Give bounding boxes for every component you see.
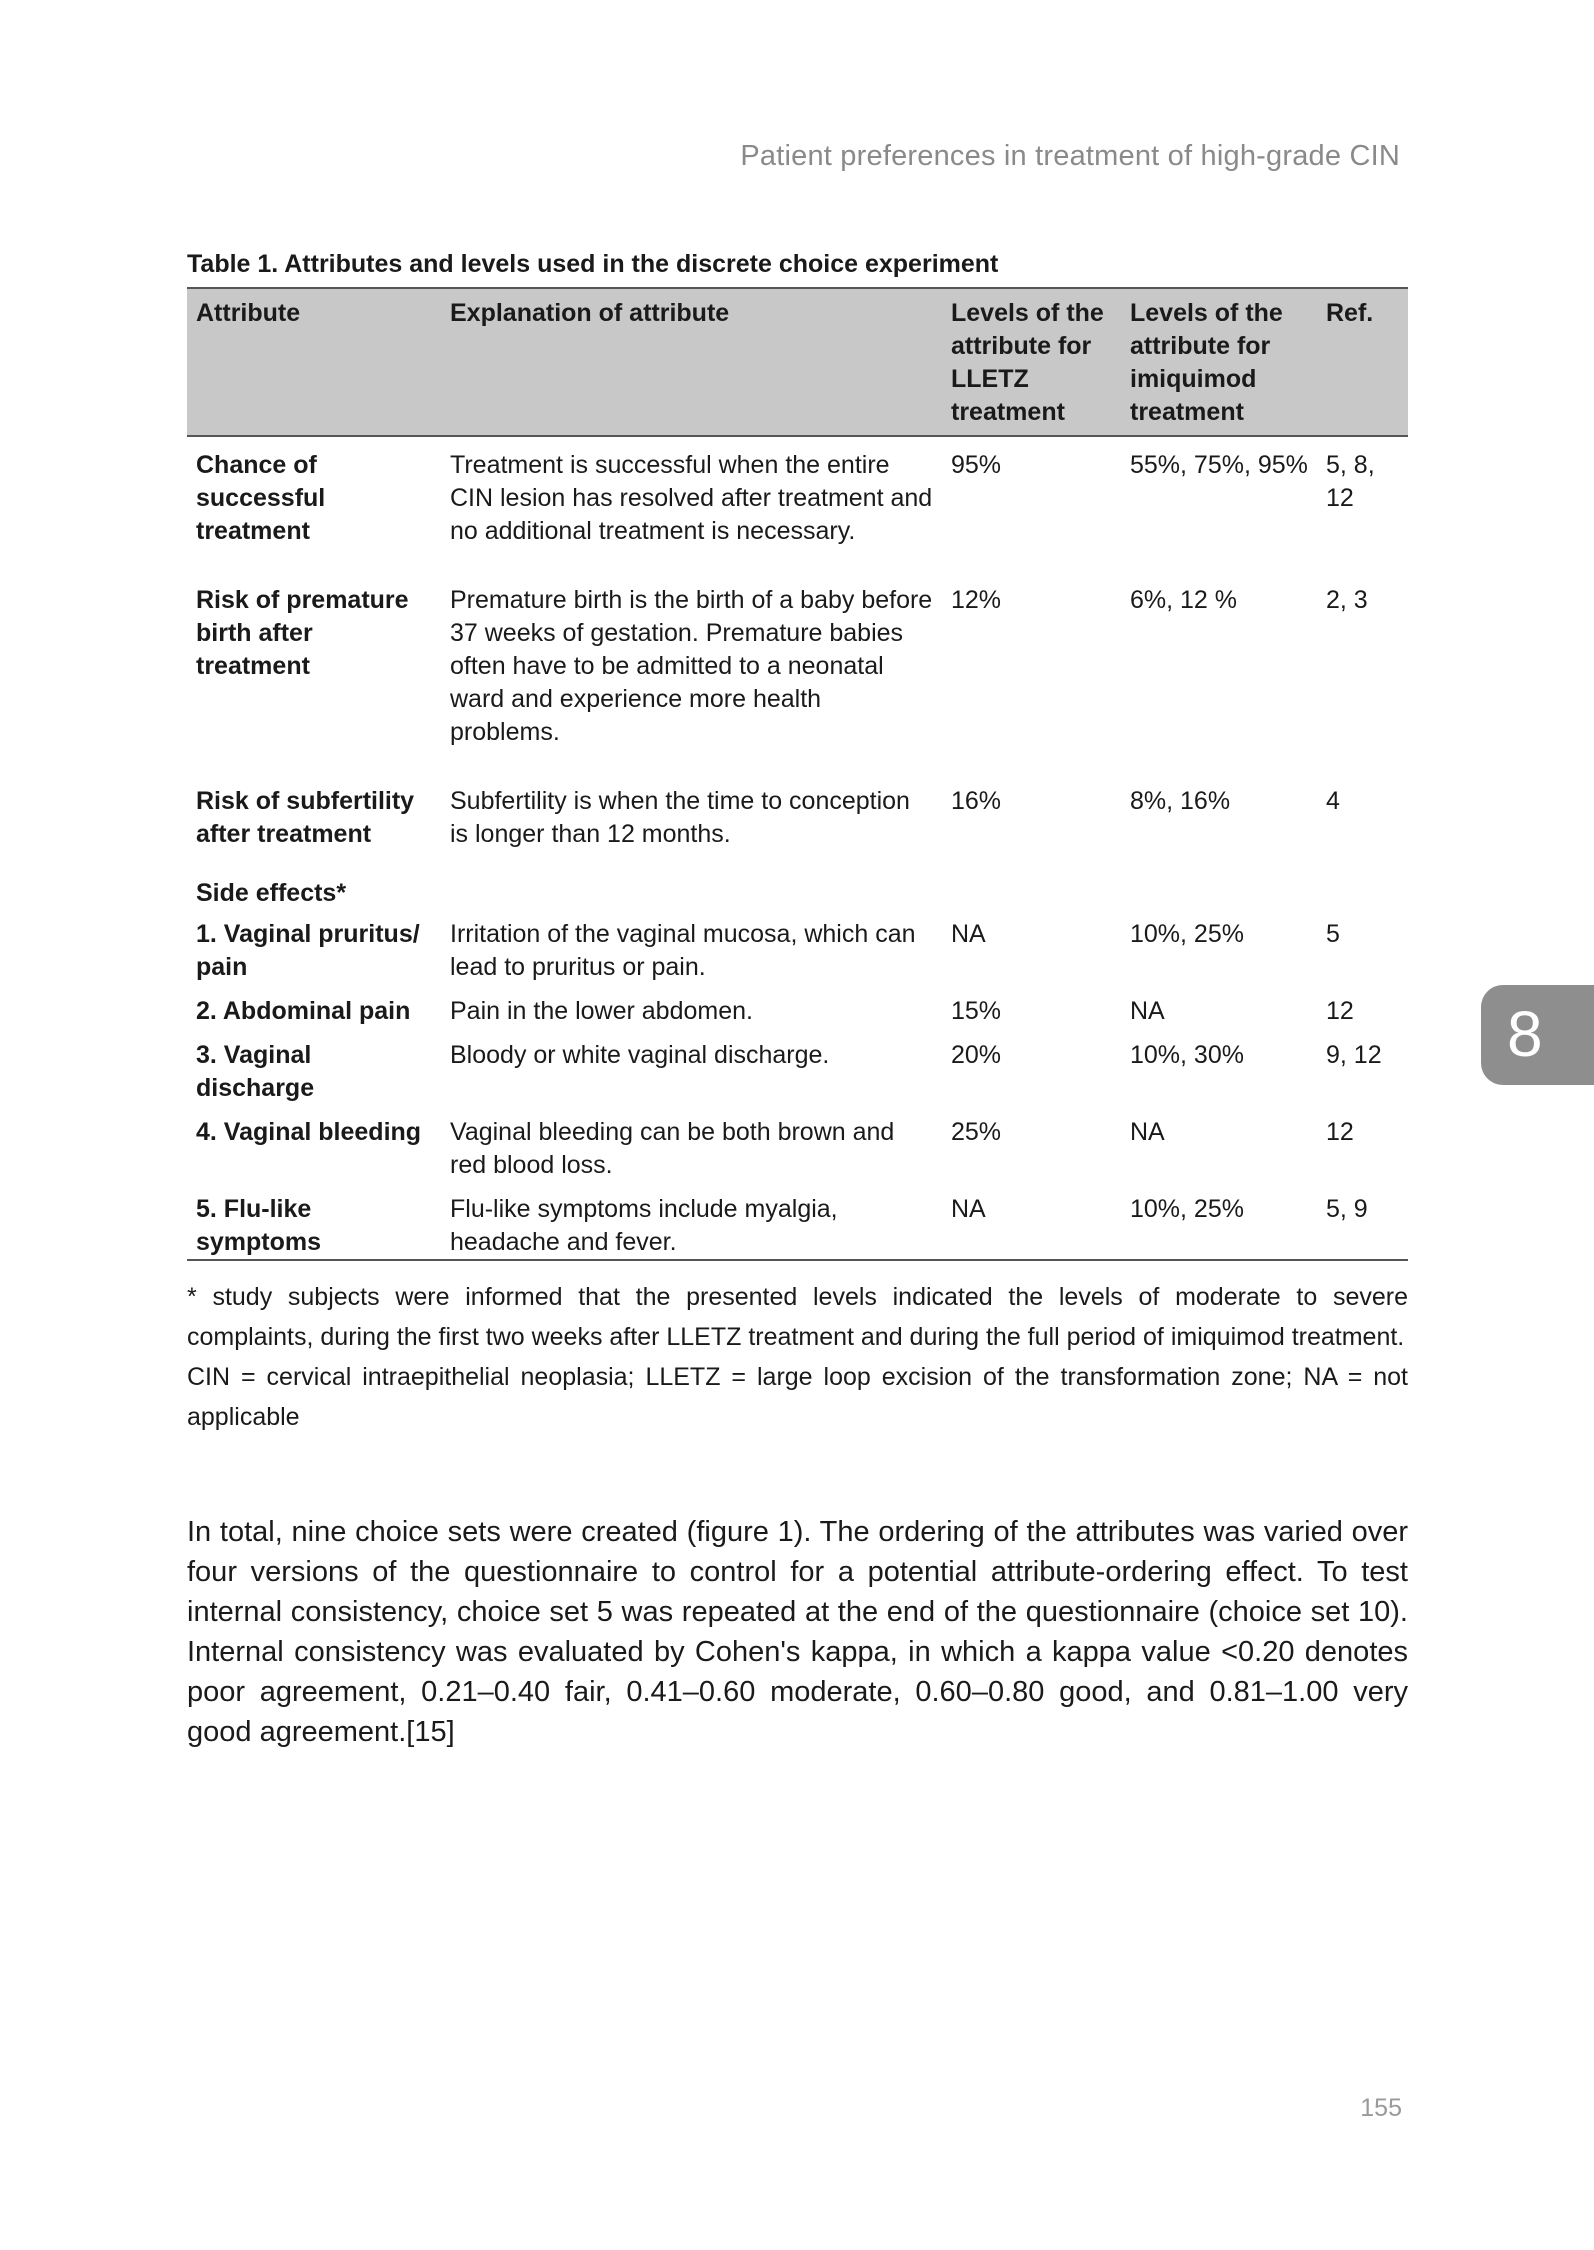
lletz-cell: 12% bbox=[951, 586, 1002, 614]
imiquimod-cell: 55%, 75%, 95% bbox=[1130, 451, 1308, 479]
body-paragraph: In total, nine choice sets were created (figure 1). The ordering of the attributes was varied over four versions of the questionnaire to control for a potential attribute-ordering effect. To test internal consistency, choice set 5 was repeated at the end of the questionnaire (choice set 10). Internal consistency was evaluated by Cohen's kappa, in which a kappa value <0.20 denotes poor agreement, 0.21–0.40 fair, 0.41–0.60 moderate, 0.60–0.80 good, and 0.81–1.00 very good agreement.[15] bbox=[187, 1516, 1408, 1748]
side-effects-section-row bbox=[187, 877, 1408, 918]
attribute-cell: 1. Vaginal pruritus/ pain bbox=[196, 920, 420, 981]
ref-cell: 12 bbox=[1326, 997, 1354, 1025]
attributes-table bbox=[187, 287, 1408, 1261]
chapter-number: 8 bbox=[1507, 998, 1543, 1070]
lletz-cell: 95% bbox=[951, 451, 1002, 479]
explanation-cell: Pain in the lower abdomen. bbox=[450, 997, 753, 1025]
imiquimod-cell: 10%, 30% bbox=[1130, 1041, 1244, 1069]
table-row bbox=[187, 918, 1408, 995]
lletz-cell: 25% bbox=[951, 1118, 1002, 1146]
imiquimod-cell: 8%, 16% bbox=[1130, 787, 1231, 815]
explanation-cell: Flu-like symptoms include myalgia, headache and fever. bbox=[441, 1193, 942, 1260]
table-block bbox=[187, 250, 1408, 1437]
ref-cell: 5, 9 bbox=[1317, 1193, 1408, 1260]
ref-cell: 5, 8, 12 bbox=[1326, 451, 1375, 512]
explanation-cell: Vaginal bleeding can be both brown and red blood loss. bbox=[450, 1118, 895, 1179]
table-row bbox=[187, 574, 1408, 775]
header-imiquimod-levels: Levels of the attribute for imiquimod treatment bbox=[1121, 288, 1317, 436]
table-row bbox=[187, 436, 1408, 574]
lletz-cell: 16% bbox=[951, 787, 1002, 815]
ref-cell: 5 bbox=[1326, 920, 1340, 948]
imiquimod-cell: NA bbox=[1130, 997, 1165, 1025]
attribute-cell: Risk of premature birth after treatment bbox=[196, 586, 409, 680]
imiquimod-cell: 10%, 25% bbox=[1130, 920, 1244, 948]
lletz-cell: 15% bbox=[951, 997, 1002, 1025]
table-header-row bbox=[187, 288, 1408, 436]
explanation-cell: Bloody or white vaginal discharge. bbox=[450, 1041, 830, 1069]
table-row bbox=[187, 1116, 1408, 1193]
header-ref: Ref. bbox=[1317, 288, 1408, 436]
attribute-cell: 4. Vaginal bleeding bbox=[196, 1118, 422, 1146]
lletz-cell: NA bbox=[942, 1193, 1121, 1260]
explanation-cell: Premature birth is the birth of a baby before 37 weeks of gestation. Premature babies often have to be admitted to a neonatal ward and experience more health problems. bbox=[450, 586, 933, 746]
page-number: 155 bbox=[1360, 2094, 1402, 2122]
footnote-abbreviations: CIN = cervical intraepithelial neoplasia; LLETZ = large loop excision of the transformation zone; NA = not applicable bbox=[187, 1363, 1408, 1431]
header-lletz-levels: Levels of the attribute for LLETZ treatment bbox=[942, 288, 1121, 436]
imiquimod-cell: 6%, 12 % bbox=[1130, 586, 1238, 614]
ref-cell: 2, 3 bbox=[1326, 586, 1368, 614]
explanation-cell: Subfertility is when the time to conception is longer than 12 months. bbox=[450, 787, 910, 848]
ref-cell: 9, 12 bbox=[1326, 1041, 1382, 1069]
imiquimod-cell: NA bbox=[1130, 1118, 1165, 1146]
imiquimod-cell: 10%, 25% bbox=[1121, 1193, 1317, 1260]
attribute-cell: 2. Abdominal pain bbox=[196, 997, 411, 1025]
running-head: Patient preferences in treatment of high-grade CIN bbox=[740, 140, 1400, 172]
lletz-cell: 20% bbox=[951, 1041, 1002, 1069]
footnote-side-effects: * study subjects were informed that the presented levels indicated the levels of moderate to severe complaints, during the first two weeks after LLETZ treatment and during the full period of imiquimod treatment. bbox=[187, 1283, 1408, 1351]
table-row bbox=[187, 995, 1408, 1039]
header-attribute: Attribute bbox=[187, 288, 441, 436]
table-row bbox=[187, 1039, 1408, 1116]
ref-cell: 4 bbox=[1326, 787, 1340, 815]
header-explanation: Explanation of attribute bbox=[441, 288, 942, 436]
lletz-cell: NA bbox=[951, 920, 986, 948]
ref-cell: 12 bbox=[1326, 1118, 1354, 1146]
explanation-cell: Treatment is successful when the entire CIN lesion has resolved after treatment and no additional treatment is necessary. bbox=[450, 451, 933, 545]
chapter-tab bbox=[1481, 985, 1594, 1085]
attribute-cell: 5. Flu-like symptoms bbox=[187, 1193, 441, 1260]
table-caption: Table 1. Attributes and levels used in the discrete choice experiment bbox=[187, 250, 999, 278]
attribute-cell: 3. Vaginal discharge bbox=[196, 1041, 315, 1102]
table-row bbox=[187, 1193, 1408, 1260]
table-footnotes bbox=[187, 1277, 1408, 1437]
side-effects-label: Side effects* bbox=[196, 879, 347, 907]
attribute-cell: Risk of subfertility after treatment bbox=[196, 787, 415, 848]
explanation-cell: Irritation of the vaginal mucosa, which can lead to pruritus or pain. bbox=[450, 920, 916, 981]
attribute-cell: Chance of successful treatment bbox=[196, 451, 326, 545]
table-row bbox=[187, 775, 1408, 877]
